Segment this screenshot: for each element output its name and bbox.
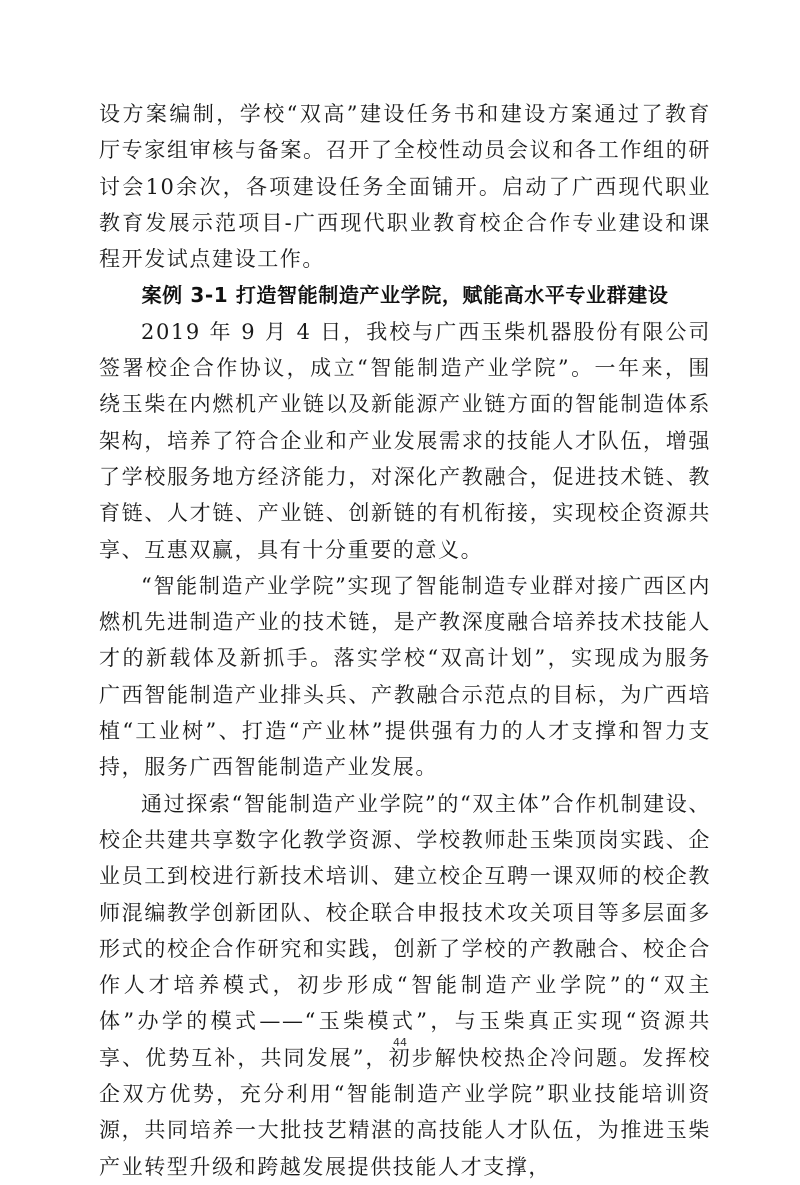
case-paragraph-1: 2019 年 9 月 4 日，我校与广西玉柴机器股份有限公司签署校企合作协议，成立“智能制造产业学院”。一年来，围绕玉柴在内燃机产业链以及新能源产业链方面的智能制造体系架构，培养了符合企业和产业发展需求的技能人才队伍，增强了学校服务地方经济能力，对深化产教融合，促进技术链、教育链、人才链、产业链、创新链的有机衔接，实现校企资源共享、互惠双赢，具有十分重要的意义。 <box>99 319 711 562</box>
case-paragraph-3: 通过探索“智能制造产业学院”的“双主体”合作机制建设、校企共建共享数字化教学资源、学校教师赴玉柴顶岗实践、企业员工到校进行新技术培训、建立校企互聘一课双师的校企教师混编教学创新团队、校企联合申报技术攻关项目等多层面多形式的校企合作研究和实践，创新了学校的产教融合、校企合作人才培养模式，初步形成“智能制造产业学院”的“双主体”办学的模式——“玉柴模式”，与玉柴真正实现“资源共享、优势互补，共同发展”，初步解快校热企冷问题。发挥校企双方优势，充分利用“智能制造产业学院”职业技能培训资源，共同培养一大批技艺精湛的高技能人才队伍，为推进玉柴产业转型升级和跨越发展提供技能人才支撑， <box>99 791 711 1179</box>
body-paragraph-intro: 设方案编制，学校“双高”建设任务书和建设方案通过了教育厅专家组审核与备案。召开了全校性动员会议和各工作组的研讨会10余次，各项建设任务全面铺开。启动了广西现代职业教育发展示范项目-广西现代职业教育校企合作专业建设和课程开发试点建设工作。 <box>99 102 711 272</box>
page-number: 44 <box>393 1036 407 1049</box>
case-title: 案例 3-1 打造智能制造产业学院，赋能高水平专业群建设 <box>141 283 669 308</box>
page-body <box>99 96 711 1185</box>
case-paragraph-2: “智能制造产业学院”实现了智能制造专业群对接广西区内燃机先进制造产业的技术链，是产教深度融合培养技术技能人才的新载体及新抓手。落实学校“双高计划”，实现成为服务广西智能制造产业排头兵、产教融合示范点的目标，为广西培植“工业树”、打造“产业林”提供强有力的人才支撑和智力支持，服务广西智能制造产业发展。 <box>99 573 711 780</box>
